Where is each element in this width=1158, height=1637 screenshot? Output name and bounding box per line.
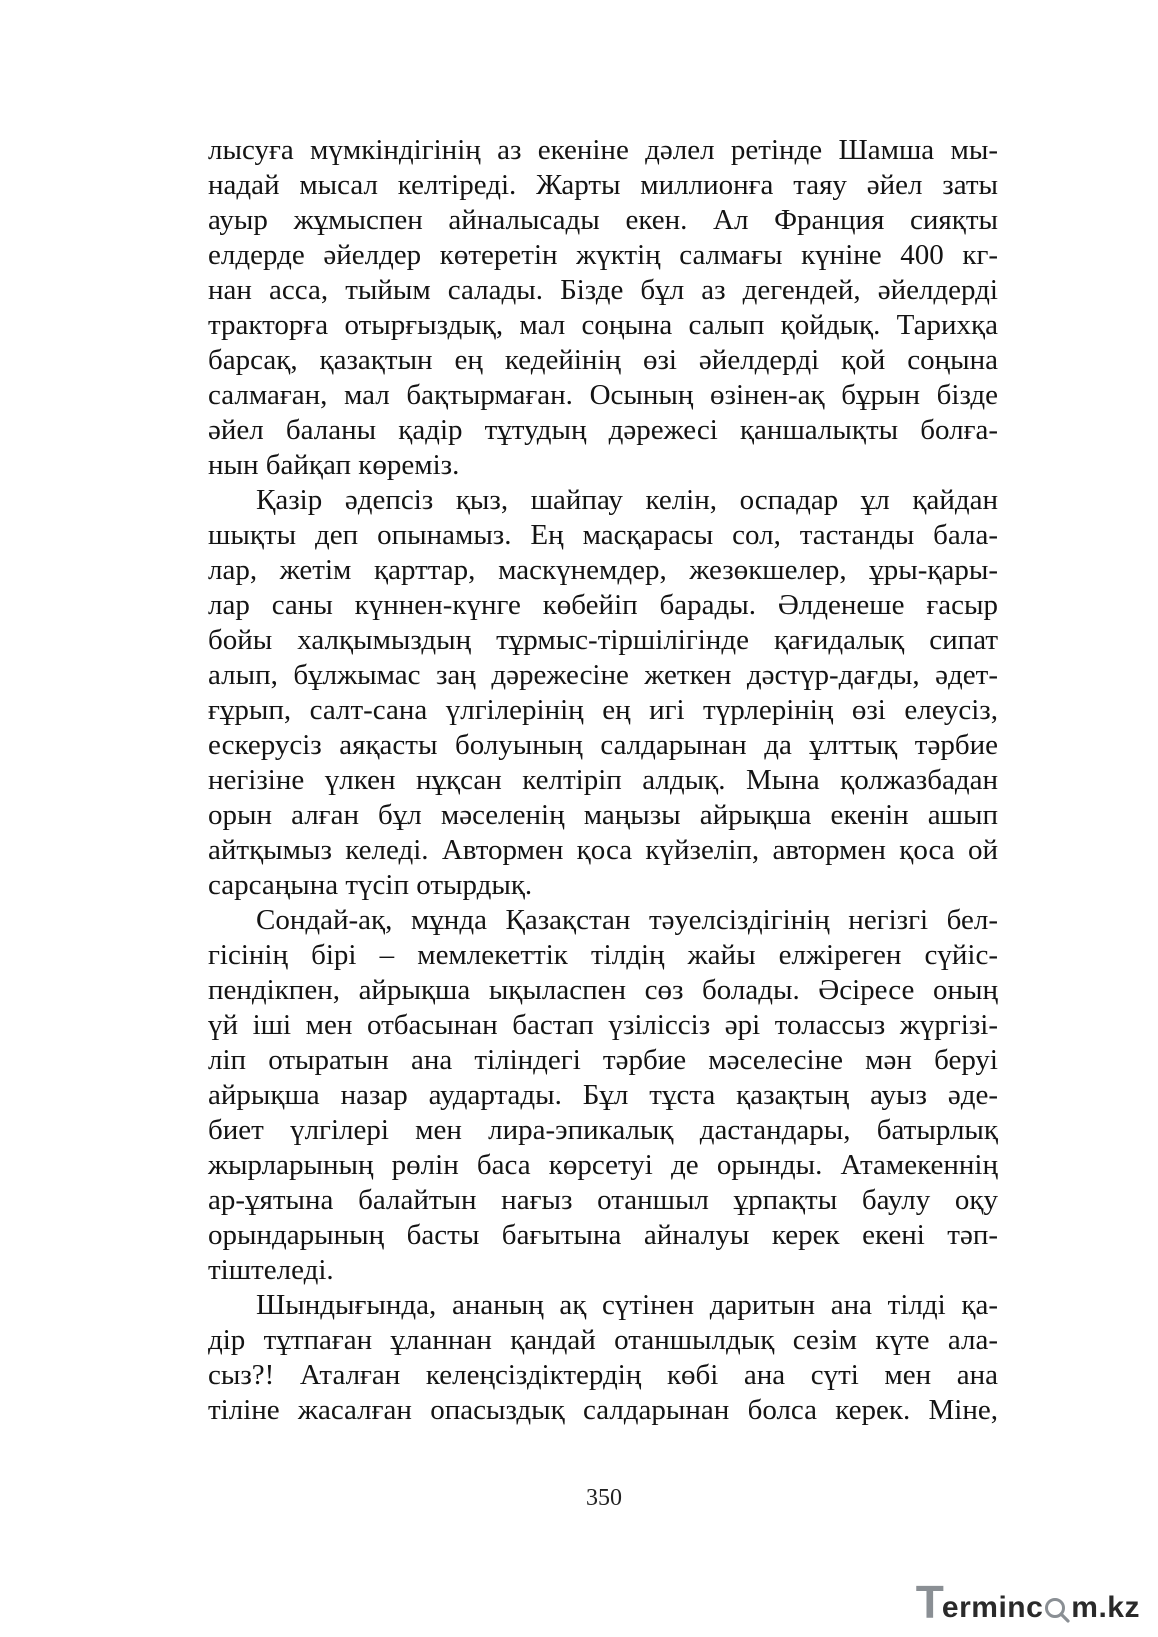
text-line: ескерусіз аяқасты болуының салдарынан да ұлттық тәрбие: [208, 729, 998, 761]
text-line: лар саны күннен-күнге көбейіп барады. Әлденеше ғасыр: [208, 589, 998, 621]
text-line: лар, жетім қарттар, маскүнемдер, жезөкшелер, ұры-қары-: [208, 554, 998, 586]
text-line: алып, бұлжымас заң дәрежесіне жеткен дәстүр-дағды, әдет-: [208, 659, 998, 691]
watermark-domain: m.kz: [1071, 1591, 1140, 1624]
body-text: [208, 133, 998, 1428]
text-line: айтқымыз келеді. Автормен қоса күйзеліп, автормен қоса ой: [208, 834, 998, 866]
text-line: әйел баланы қадір тұтудың дәрежесі қаншалықты болға-: [208, 414, 998, 446]
text-line: айрықша назар аудартады. Бұл тұста қазақтың ауыз әде-: [208, 1079, 998, 1111]
text-line: тіштеледі.: [208, 1254, 334, 1286]
text-line: сыз?! Аталған келеңсіздіктердің көбі ана сүті мен ана: [208, 1359, 998, 1391]
magnifier-o-icon: [1044, 1593, 1070, 1623]
text-line: бойы халқымыздың тұрмыс-тіршілігінде қағидалық сипат: [208, 624, 998, 656]
text-line: Шындығында, ананың ақ сүтінен даритын ана тілді қа-: [256, 1289, 998, 1321]
text-line: Сондай-ақ, мұнда Қазақстан тәуелсіздігінің негізгі бел-: [256, 904, 998, 936]
text-line: дір тұтпаған ұланнан қандай отаншылдық сезім күте ала-: [208, 1324, 998, 1356]
text-line: ғұрып, салт-сана үлгілерінің ең игі түрлерінің өзі елеусіз,: [208, 694, 998, 726]
text-line: ар-ұятына балайтын нағыз отаншыл ұрпақты баулу оқу: [208, 1184, 998, 1216]
text-line: салмаған, мал бақтырмаған. Осының өзінен-ақ бұрын бізде: [208, 379, 998, 411]
text-line: Қазір әдепсіз қыз, шайпау келін, оспадар ұл қайдан: [256, 484, 998, 516]
page-number: 350: [586, 1485, 622, 1511]
text-line: шықты деп опынамыз. Ең масқарасы сол, тастанды бала-: [208, 519, 998, 551]
watermark-letter-t: T: [915, 1576, 942, 1628]
text-line: орын алған бұл мәселенің маңызы айрықша екенін ашып: [208, 799, 998, 831]
watermark-text: erminc: [941, 1591, 1044, 1624]
text-line: негізіне үлкен нұқсан келтіріп алдық. Мына қолжазбадан: [208, 764, 998, 796]
text-line: үй іші мен отбасынан бастап үзіліссіз әрі толассыз жүргізі-: [208, 1009, 998, 1041]
text-line: барсақ, қазақтын ең кедейінің өзі әйелдерді қой соңына: [208, 344, 998, 376]
text-line: лысуға мүмкіндігінің аз екеніне дәлел ретінде Шамша мы-: [208, 134, 998, 166]
text-line: жырларының рөлін баса көрсетуі де орынды. Атамекеннің: [208, 1149, 998, 1181]
text-line: сарсаңына түсіп отырдық.: [208, 869, 533, 901]
text-line: елдерде әйелдер көтеретін жүктің салмағы күніне 400 кг-: [208, 239, 998, 271]
text-line: орындарының басты бағытына айналуы керек екені тәп-: [208, 1219, 998, 1251]
text-line: биет үлгілері мен лира-эпикалық дастандары, батырлық: [208, 1114, 998, 1146]
text-line: ліп отыратын ана тіліндегі тәрбие мәселесіне мән беруі: [208, 1044, 998, 1076]
text-line: нан асса, тыйым салады. Бізде бұл аз дегендей, әйелдерді: [208, 274, 998, 306]
text-line: тіліне жасалған опасыздық салдарынан болса керек. Міне,: [208, 1394, 998, 1426]
text-line: ауыр жұмыспен айналысады екен. Ал Франция сияқты: [208, 204, 998, 236]
text-line: надай мысал келтіреді. Жарты миллионға таяу әйел заты: [208, 169, 998, 201]
text-line: пендікпен, айрықша ықыласпен сөз болады. Әсіресе оның: [208, 974, 998, 1006]
text-line: нын байқап көреміз.: [208, 449, 460, 481]
text-line: тракторға отырғыздық, мал соңына салып қойдық. Тарихқа: [208, 309, 998, 341]
text-line: гісінің бірі – мемлекеттік тілдің жайы елжіреген сүйіс-: [208, 939, 998, 971]
watermark-logo: [915, 1576, 1140, 1628]
